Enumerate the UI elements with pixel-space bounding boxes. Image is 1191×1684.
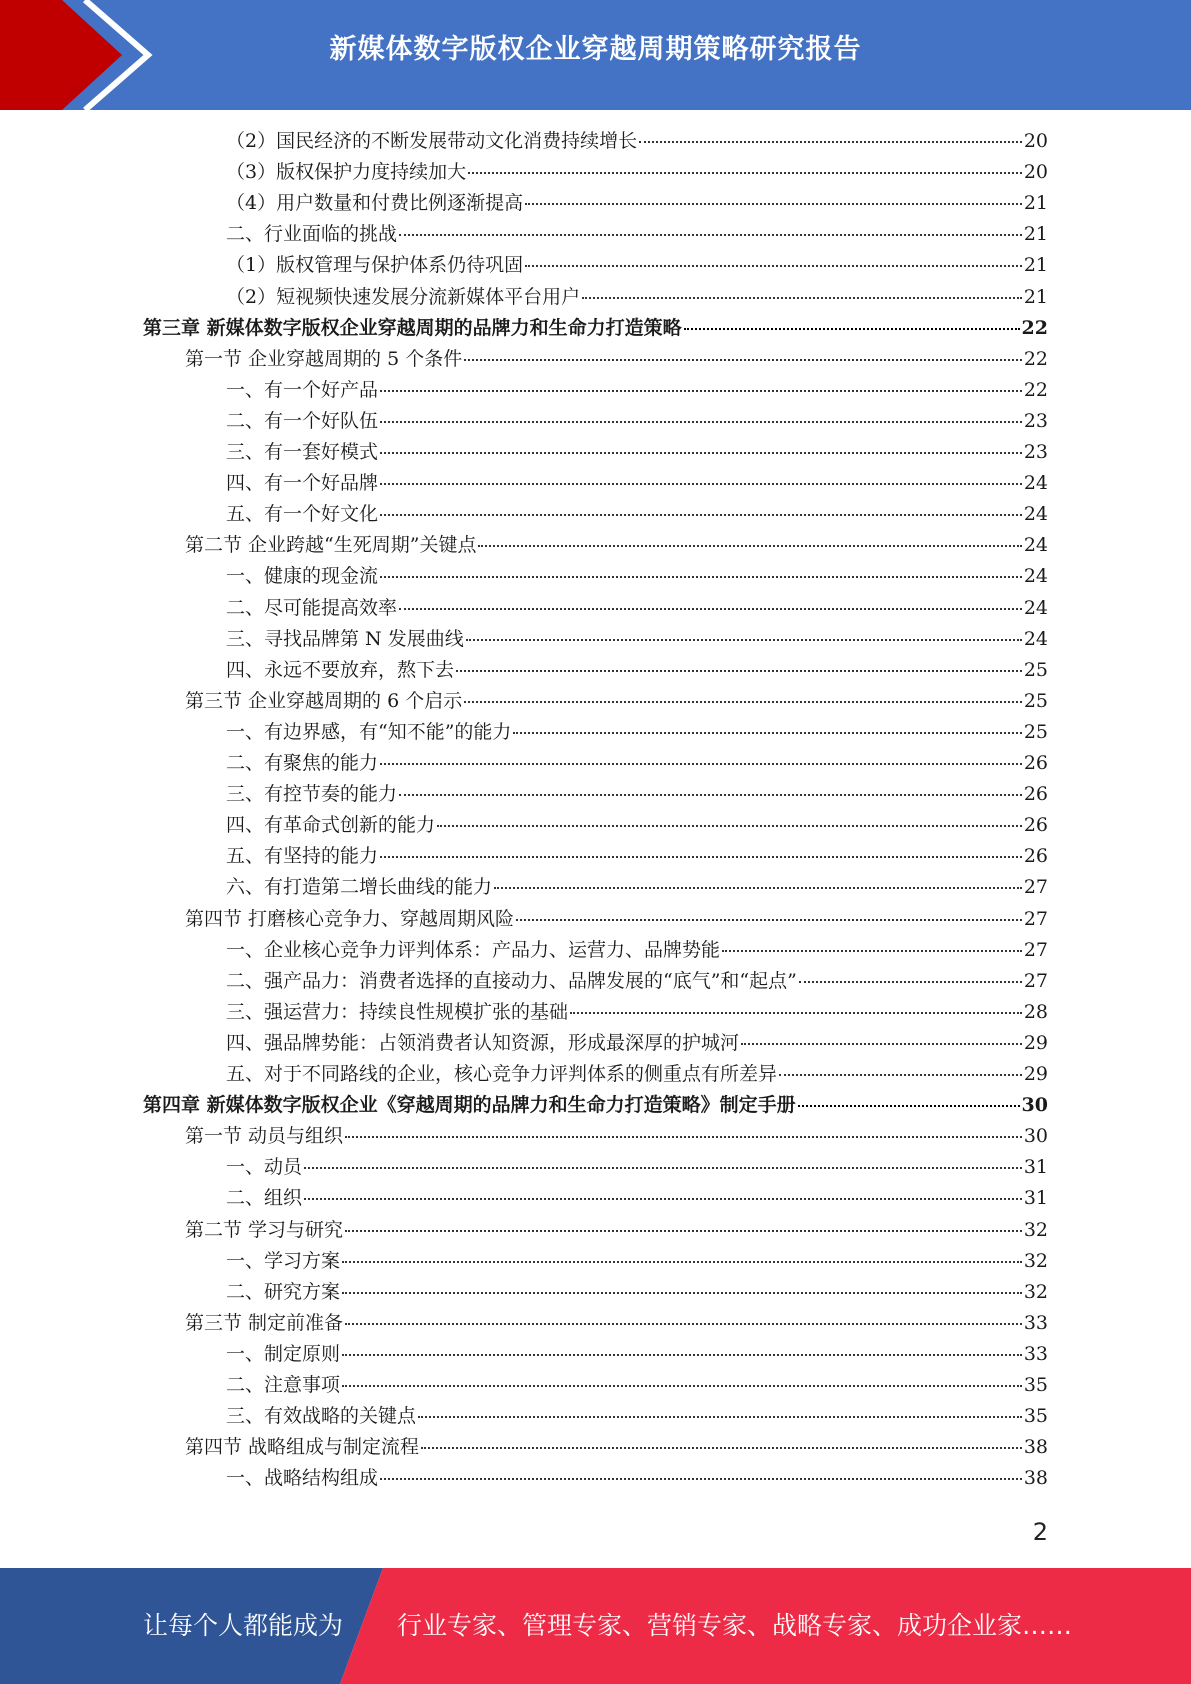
toc-section-entry[interactable] — [185, 1215, 1048, 1245]
toc-leader-dots — [399, 794, 1022, 796]
toc-entry-page: 29 — [1023, 1063, 1048, 1085]
toc-entry-label: 一、学习方案 — [226, 1250, 341, 1272]
toc-entry-label: 四、有革命式创新的能力 — [226, 814, 436, 836]
toc-entry-label: 二、行业面临的挑战 — [226, 223, 398, 245]
toc-subsection-entry[interactable] — [226, 1028, 1048, 1058]
toc-subsection-entry[interactable] — [226, 375, 1048, 405]
toc-entry-label: 一、动员 — [226, 1156, 303, 1178]
toc-entry-label: 第四节 打磨核心竞争力、穿越周期风险 — [185, 908, 515, 930]
toc-leader-dots — [342, 1292, 1022, 1294]
toc-subsection-entry[interactable] — [226, 717, 1048, 747]
toc-section-entry[interactable] — [185, 344, 1048, 374]
toc-entry-label: 第一节 企业穿越周期的 5 个条件 — [185, 348, 463, 370]
toc-entry-label: 一、健康的现金流 — [226, 565, 379, 587]
toc-leader-dots — [639, 141, 1022, 143]
toc-leader-dots — [464, 359, 1022, 361]
toc-entry-page: 20 — [1023, 130, 1048, 152]
toc-leader-dots — [342, 1385, 1022, 1387]
toc-leader-dots — [342, 1354, 1022, 1356]
toc-leader-dots — [380, 1478, 1022, 1480]
toc-subsection-entry[interactable] — [226, 188, 1048, 218]
toc-entry-label: 六、有打造第二增长曲线的能力 — [226, 876, 493, 898]
toc-entry-label: 一、战略结构组成 — [226, 1467, 379, 1489]
toc-subsection-entry[interactable] — [226, 841, 1048, 871]
toc-subsection-entry[interactable] — [226, 250, 1048, 280]
toc-leader-dots — [798, 1105, 1020, 1107]
toc-subsection-entry[interactable] — [226, 561, 1048, 591]
toc-entry-page: 32 — [1023, 1281, 1048, 1303]
toc-subsection-entry[interactable] — [226, 468, 1048, 498]
toc-leader-dots — [342, 1261, 1022, 1263]
toc-entry-page: 31 — [1023, 1156, 1048, 1178]
toc-leader-dots — [380, 514, 1022, 516]
toc-entry-page: 24 — [1023, 503, 1048, 525]
toc-entry-page: 24 — [1023, 565, 1048, 587]
toc-entry-page: 30 — [1023, 1125, 1048, 1147]
toc-subsection-entry[interactable] — [226, 499, 1048, 529]
toc-subsection-entry[interactable] — [226, 1183, 1048, 1213]
toc-entry-page: 26 — [1023, 752, 1048, 774]
toc-entry-page: 27 — [1023, 908, 1048, 930]
toc-leader-dots — [380, 390, 1022, 392]
toc-entry-label: 第二节 学习与研究 — [185, 1219, 344, 1241]
toc-entry-page: 23 — [1023, 410, 1048, 432]
toc-subsection-entry[interactable] — [226, 593, 1048, 623]
toc-entry-page: 26 — [1023, 783, 1048, 805]
toc-entry-label: （4）用户数量和付费比例逐渐提高 — [226, 192, 524, 214]
toc-leader-dots — [380, 421, 1022, 423]
toc-subsection-entry[interactable] — [226, 872, 1048, 902]
toc-leader-dots — [478, 545, 1021, 547]
toc-entry-page: 21 — [1023, 254, 1048, 276]
toc-entry-label: 第四章 新媒体数字版权企业《穿越周期的品牌力和生命力打造策略》制定手册 — [143, 1094, 796, 1116]
toc-subsection-entry[interactable] — [226, 1339, 1048, 1369]
toc-subsection-entry[interactable] — [226, 810, 1048, 840]
toc-entry-label: 二、组织 — [226, 1187, 303, 1209]
toc-subsection-entry[interactable] — [226, 1277, 1048, 1307]
toc-entry-label: 五、有一个好文化 — [226, 503, 379, 525]
toc-entry-label: 五、有坚持的能力 — [226, 845, 379, 867]
toc-entry-page: 24 — [1023, 472, 1048, 494]
toc-entry-page: 27 — [1023, 939, 1048, 961]
toc-entry-page: 38 — [1023, 1436, 1048, 1458]
toc-entry-page: 22 — [1023, 348, 1048, 370]
toc-subsection-entry[interactable] — [226, 624, 1048, 654]
toc-leader-dots — [456, 670, 1022, 672]
toc-leader-dots — [421, 1447, 1022, 1449]
toc-entry-label: 一、有边界感，有“知不能”的能力 — [226, 721, 512, 743]
toc-entry-label: （2）国民经济的不断发展带动文化消费持续增长 — [226, 130, 638, 152]
toc-entry-label: 二、强产品力：消费者选择的直接动力、品牌发展的“底气”和“起点” — [226, 970, 797, 992]
toc-entry-page: 33 — [1023, 1312, 1048, 1334]
toc-section-entry[interactable] — [185, 1121, 1048, 1151]
toc-entry-page: 21 — [1023, 223, 1048, 245]
toc-leader-dots — [494, 887, 1022, 889]
toc-leader-dots — [525, 265, 1022, 267]
toc-entry-label: 二、有聚焦的能力 — [226, 752, 379, 774]
toc-entry-page: 26 — [1023, 845, 1048, 867]
toc-entry-label: 二、有一个好队伍 — [226, 410, 379, 432]
toc-subsection-entry[interactable] — [226, 1152, 1048, 1182]
toc-entry-page: 29 — [1023, 1032, 1048, 1054]
toc-entry-page: 22 — [1021, 317, 1048, 339]
toc-subsection-entry[interactable] — [226, 935, 1048, 965]
toc-entry-page: 27 — [1023, 970, 1048, 992]
toc-leader-dots — [380, 452, 1022, 454]
toc-subsection-entry[interactable] — [226, 1370, 1048, 1400]
toc-entry-page: 27 — [1023, 876, 1048, 898]
toc-entry-page: 32 — [1023, 1219, 1048, 1241]
toc-leader-dots — [399, 234, 1022, 236]
toc-entry-label: 二、注意事项 — [226, 1374, 341, 1396]
toc-subsection-entry[interactable] — [226, 406, 1048, 436]
toc-entry-page: 32 — [1023, 1250, 1048, 1272]
toc-entry-label: 一、有一个好产品 — [226, 379, 379, 401]
toc-subsection-entry[interactable] — [226, 1059, 1048, 1089]
toc-entry-label: 三、有控节奏的能力 — [226, 783, 398, 805]
toc-entry-page: 22 — [1023, 379, 1048, 401]
toc-leader-dots — [345, 1230, 1022, 1232]
toc-entry-page: 24 — [1023, 597, 1048, 619]
toc-leader-dots — [582, 297, 1022, 299]
toc-entry-page: 24 — [1023, 628, 1048, 650]
toc-leader-dots — [304, 1198, 1022, 1200]
toc-leader-dots — [380, 763, 1022, 765]
toc-entry-label: 三、强运营力：持续良性规模扩张的基础 — [226, 1001, 569, 1023]
toc-leader-dots — [799, 981, 1022, 983]
footer-slogan-right: 行业专家、管理专家、营销专家、战略专家、成功企业家…… — [397, 1611, 1073, 1640]
toc-leader-dots — [304, 1167, 1022, 1169]
toc-entry-label: 五、对于不同路线的企业，核心竞争力评判体系的侧重点有所差异 — [226, 1063, 778, 1085]
toc-subsection-entry[interactable] — [226, 1246, 1048, 1276]
toc-subsection-entry[interactable] — [226, 997, 1048, 1027]
toc-entry-page: 35 — [1023, 1405, 1048, 1427]
toc-leader-dots — [779, 1074, 1022, 1076]
toc-entry-page: 35 — [1023, 1374, 1048, 1396]
toc-entry-page: 31 — [1023, 1187, 1048, 1209]
toc-entry-page: 25 — [1023, 659, 1048, 681]
toc-leader-dots — [345, 1323, 1022, 1325]
toc-entry-label: （3）版权保护力度持续加大 — [226, 161, 467, 183]
toc-entry-label: 第四节 战略组成与制定流程 — [185, 1436, 420, 1458]
toc-leader-dots — [437, 825, 1022, 827]
toc-entry-label: 一、制定原则 — [226, 1343, 341, 1365]
toc-entry-label: 四、有一个好品牌 — [226, 472, 379, 494]
footer-slogan-left: 让每个人都能成为 — [143, 1611, 344, 1640]
toc-leader-dots — [516, 919, 1022, 921]
toc-entry-label: 第三节 制定前准备 — [185, 1312, 344, 1334]
toc-section-entry[interactable] — [185, 904, 1048, 934]
toc-subsection-entry[interactable] — [226, 779, 1048, 809]
toc-entry-page: 25 — [1023, 721, 1048, 743]
toc-subsection-entry[interactable] — [226, 748, 1048, 778]
toc-subsection-entry[interactable] — [226, 126, 1048, 156]
toc-chapter-entry[interactable] — [143, 313, 1048, 343]
toc-entry-label: 第三章 新媒体数字版权企业穿越周期的品牌力和生命力打造策略 — [143, 317, 682, 339]
toc-subsection-entry[interactable] — [226, 282, 1048, 312]
toc-leader-dots — [525, 203, 1022, 205]
toc-subsection-entry[interactable] — [226, 1401, 1048, 1431]
toc-entry-label: 第三节 企业穿越周期的 6 个启示 — [185, 690, 463, 712]
toc-subsection-entry[interactable] — [226, 437, 1048, 467]
toc-subsection-entry[interactable] — [226, 655, 1048, 685]
toc-entry-page: 23 — [1023, 441, 1048, 463]
toc-entry-label: 三、寻找品牌第 N 发展曲线 — [226, 628, 464, 650]
toc-entry-label: 四、强品牌势能：占领消费者认知资源，形成最深厚的护城河 — [226, 1032, 740, 1054]
toc-section-entry[interactable] — [185, 530, 1048, 560]
toc-entry-label: 二、尽可能提高效率 — [226, 597, 398, 619]
toc-leader-dots — [722, 950, 1022, 952]
toc-entry-page: 21 — [1023, 286, 1048, 308]
toc-section-entry[interactable] — [185, 1432, 1048, 1462]
toc-entry-label: 三、有效战略的关键点 — [226, 1405, 417, 1427]
toc-leader-dots — [345, 1136, 1022, 1138]
toc-entry-page: 25 — [1023, 690, 1048, 712]
toc-entry-label: 四、永远不要放弃，熬下去 — [226, 659, 455, 681]
toc-entry-page: 21 — [1023, 192, 1048, 214]
toc-section-entry[interactable] — [185, 686, 1048, 716]
toc-entry-label: （1）版权管理与保护体系仍待巩固 — [226, 254, 524, 276]
toc-entry-label: （2）短视频快速发展分流新媒体平台用户 — [226, 286, 581, 308]
toc-section-entry[interactable] — [185, 1308, 1048, 1338]
toc-subsection-entry[interactable] — [226, 219, 1048, 249]
toc-entry-page: 33 — [1023, 1343, 1048, 1365]
toc-entry-label: 三、有一套好模式 — [226, 441, 379, 463]
toc-leader-dots — [380, 483, 1022, 485]
toc-subsection-entry[interactable] — [226, 1463, 1048, 1493]
toc-entry-page: 38 — [1023, 1467, 1048, 1489]
toc-leader-dots — [464, 701, 1022, 703]
toc-subsection-entry[interactable] — [226, 966, 1048, 996]
toc-leader-dots — [741, 1043, 1022, 1045]
toc-chapter-entry[interactable] — [143, 1090, 1048, 1120]
page-number: 2 — [1032, 1518, 1048, 1546]
toc-leader-dots — [570, 1012, 1022, 1014]
toc-entry-label: 第一节 动员与组织 — [185, 1125, 344, 1147]
toc-entry-page: 20 — [1023, 161, 1048, 183]
toc-leader-dots — [513, 732, 1021, 734]
toc-leader-dots — [380, 856, 1022, 858]
toc-entry-page: 28 — [1023, 1001, 1048, 1023]
toc-leader-dots — [418, 1416, 1022, 1418]
toc-leader-dots — [380, 576, 1022, 578]
toc-entry-label: 二、研究方案 — [226, 1281, 341, 1303]
toc-entry-label: 一、企业核心竞争力评判体系：产品力、运营力、品牌势能 — [226, 939, 721, 961]
toc-entry-page: 30 — [1021, 1094, 1048, 1116]
toc-leader-dots — [684, 328, 1020, 330]
document-title: 新媒体数字版权企业穿越周期策略研究报告 — [329, 34, 862, 65]
toc-entry-page: 26 — [1023, 814, 1048, 836]
toc-leader-dots — [468, 172, 1022, 174]
toc-entry-label: 第二节 企业跨越“生死周期”关键点 — [185, 534, 477, 556]
toc-entry-page: 24 — [1023, 534, 1048, 556]
toc-subsection-entry[interactable] — [226, 157, 1048, 187]
page-header — [0, 0, 1191, 110]
page-footer — [0, 1568, 1191, 1684]
toc-leader-dots — [399, 608, 1022, 610]
toc-leader-dots — [466, 639, 1022, 641]
